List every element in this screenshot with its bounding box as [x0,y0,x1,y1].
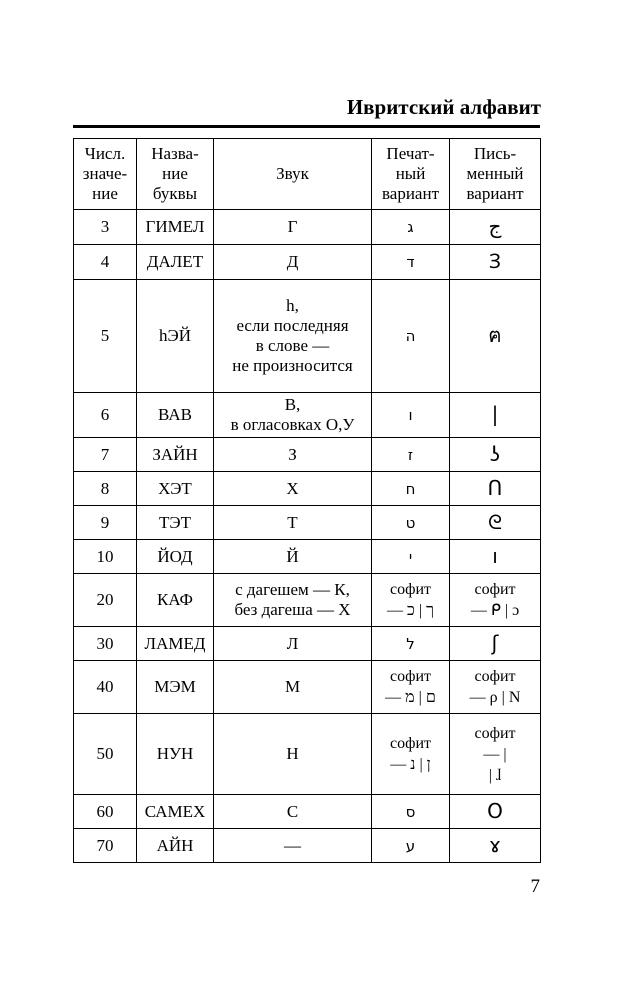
cell-sound [214,210,372,245]
cell-letter-name [137,829,214,863]
cell-sound-text: В, в огласовках О,У [230,395,355,434]
cell-letter-name-text: ЙОД [157,546,193,566]
cell-written-text: ı [492,543,498,568]
cell-sound-text: Т [287,512,298,532]
cell-printed [372,438,450,472]
cell-value-text: 40 [96,677,114,696]
table-row [74,472,541,506]
cell-value-text: 60 [96,801,114,821]
table-row [74,540,541,574]
cell-printed [372,210,450,245]
cell-letter-name [137,210,214,245]
table-row [74,438,541,472]
cell-letter-name-text: ЗАЙН [152,444,198,464]
cell-letter-name [137,472,214,506]
column-header-printed: Печат- ный вариант [372,139,450,210]
cell-sound [214,506,372,540]
table-row [74,245,541,280]
cell-written-text: ج [488,214,502,238]
cell-letter-name-text: ХЭТ [158,478,192,498]
cell-printed [372,795,450,829]
cell-sound [214,438,372,472]
cell-printed-text: ס [405,802,416,821]
cell-value [74,540,137,574]
cell-value [74,280,137,393]
cell-letter-name-text: МЭМ [154,677,196,696]
cell-written-text: ɤ [489,832,501,857]
cell-printed [372,574,450,627]
cell-printed-text: софит — ם | מ [385,668,436,706]
cell-printed-text: софит — ן | נ [389,735,432,773]
table-row [74,506,541,540]
cell-printed [372,540,450,574]
cell-letter-name-text: ЛАМЕД [144,633,206,653]
cell-letter-name-text: КАФ [157,590,193,609]
cell-printed-text: софит — ך | כ [387,581,434,619]
cell-printed [372,245,450,280]
cell-letter-name [137,714,214,795]
cell-sound-text: Д [286,252,299,271]
cell-sound-text: Й [286,546,299,566]
cell-written [450,795,541,829]
cell-written-text: ʖ [489,441,501,466]
table-row [74,661,541,714]
cell-letter-name [137,661,214,714]
cell-value-text: 10 [96,546,114,566]
cell-value-text: 20 [96,590,114,609]
cell-written-text: софит — | | ɺ [474,724,516,784]
cell-printed [372,829,450,863]
cell-printed [372,661,450,714]
cell-printed [372,627,450,661]
cell-value-text: 6 [100,405,110,424]
cell-value [74,574,137,627]
cell-sound-text: Х [286,478,299,498]
cell-sound-text: с дагешем — К, без дагеша — Х [234,580,351,619]
cell-letter-name-text: hЭЙ [159,326,191,345]
cell-letter-name [137,627,214,661]
cell-sound [214,540,372,574]
page-number: 7 [530,876,540,897]
cell-written [450,574,541,627]
cell-sound [214,574,372,627]
cell-printed-text: ח [405,479,416,498]
cell-letter-name [137,506,214,540]
cell-written [450,438,541,472]
cell-printed [372,472,450,506]
cell-printed-text: ה [405,327,416,345]
cell-value [74,245,137,280]
cell-written-text: ᘓ [487,509,503,534]
column-header-name: Назва- ние буквы [137,139,214,210]
cell-written [450,506,541,540]
cell-sound [214,795,372,829]
cell-value [74,393,137,438]
table-row [74,795,541,829]
cell-printed-text: ו [408,406,413,424]
cell-printed-text: י [408,547,413,566]
cell-value [74,795,137,829]
cell-value [74,661,137,714]
cell-sound [214,472,372,506]
cell-letter-name [137,540,214,574]
cell-printed [372,280,450,393]
cell-written [450,210,541,245]
cell-written-text: ʃ [491,630,499,655]
cell-value-text: 4 [100,252,110,271]
cell-sound [214,245,372,280]
cell-sound [214,393,372,438]
cell-value-text: 70 [96,835,114,855]
cell-written-text: Ո [487,475,503,500]
cell-sound-text: Г [287,217,298,236]
cell-written [450,280,541,393]
table-row [74,280,541,393]
cell-sound-text: — [284,835,301,855]
column-header-value: Числ. значе- ние [74,139,137,210]
header-rule [73,125,540,128]
cell-printed [372,506,450,540]
cell-written-text: O [487,798,503,823]
cell-letter-name [137,393,214,438]
cell-written [450,245,541,280]
cell-written-text: софит — ᑭ | ɔ [470,581,520,619]
cell-sound-text: М [284,677,301,696]
cell-value [74,627,137,661]
table-row [74,393,541,438]
cell-value [74,472,137,506]
cell-printed [372,393,450,438]
cell-printed-text: ט [405,513,416,532]
cell-value [74,714,137,795]
cell-sound-text: Н [286,744,299,763]
cell-letter-name-text: НУН [156,744,194,763]
cell-written-text: | [491,402,499,426]
table-row [74,210,541,245]
cell-value-text: 8 [100,478,110,498]
cell-value-text: 50 [96,744,114,763]
cell-written [450,627,541,661]
cell-value-text: 30 [96,633,114,653]
cell-sound [214,661,372,714]
table-row [74,829,541,863]
cell-printed-text: ג [407,218,414,236]
cell-letter-name [137,245,214,280]
cell-written [450,472,541,506]
cell-letter-name-text: ГИМЕЛ [145,217,205,236]
cell-letter-name-text: САМЕХ [144,801,206,821]
cell-value [74,829,137,863]
cell-value-text: 3 [100,217,110,236]
table-header-row [74,139,541,210]
cell-printed-text: ל [406,634,415,653]
cell-printed [372,714,450,795]
column-header-written: Пись- менный вариант [450,139,541,210]
cell-written-text: ฅ [488,323,502,347]
table-row [74,627,541,661]
cell-letter-name-text: ДАЛЕТ [146,252,204,271]
cell-sound [214,627,372,661]
cell-sound-text: С [286,801,299,821]
cell-value-text: 5 [100,326,110,345]
cell-value [74,210,137,245]
cell-written [450,714,541,795]
cell-sound-text: З [288,444,297,464]
cell-written [450,540,541,574]
cell-printed-text: ד [406,253,415,271]
cell-letter-name [137,795,214,829]
cell-letter-name [137,438,214,472]
cell-written [450,661,541,714]
cell-sound-text: Л [286,633,299,653]
cell-printed-text: ז [407,445,414,464]
cell-letter-name-text: АЙН [156,835,194,855]
cell-written [450,829,541,863]
cell-value [74,438,137,472]
cell-value-text: 7 [100,444,110,464]
column-header-sound: Звук [214,139,372,210]
cell-written [450,393,541,438]
cell-letter-name-text: ТЭТ [159,512,191,532]
cell-sound [214,829,372,863]
cell-sound [214,280,372,393]
table-row [74,714,541,795]
cell-printed-text: ע [405,836,416,855]
cell-letter-name-text: ВАВ [158,405,192,424]
cell-letter-name [137,280,214,393]
alphabet-table [73,138,541,863]
cell-written-text: софит — ρ | N [469,668,521,706]
table-row [74,574,541,627]
cell-sound-text: h, если последняя в слове — не произносится [232,296,353,375]
cell-sound [214,714,372,795]
cell-letter-name [137,574,214,627]
page-title: Ивритский алфавит [346,95,541,119]
cell-value [74,506,137,540]
cell-value-text: 9 [100,512,110,532]
cell-written-text: Ɜ [489,249,501,273]
